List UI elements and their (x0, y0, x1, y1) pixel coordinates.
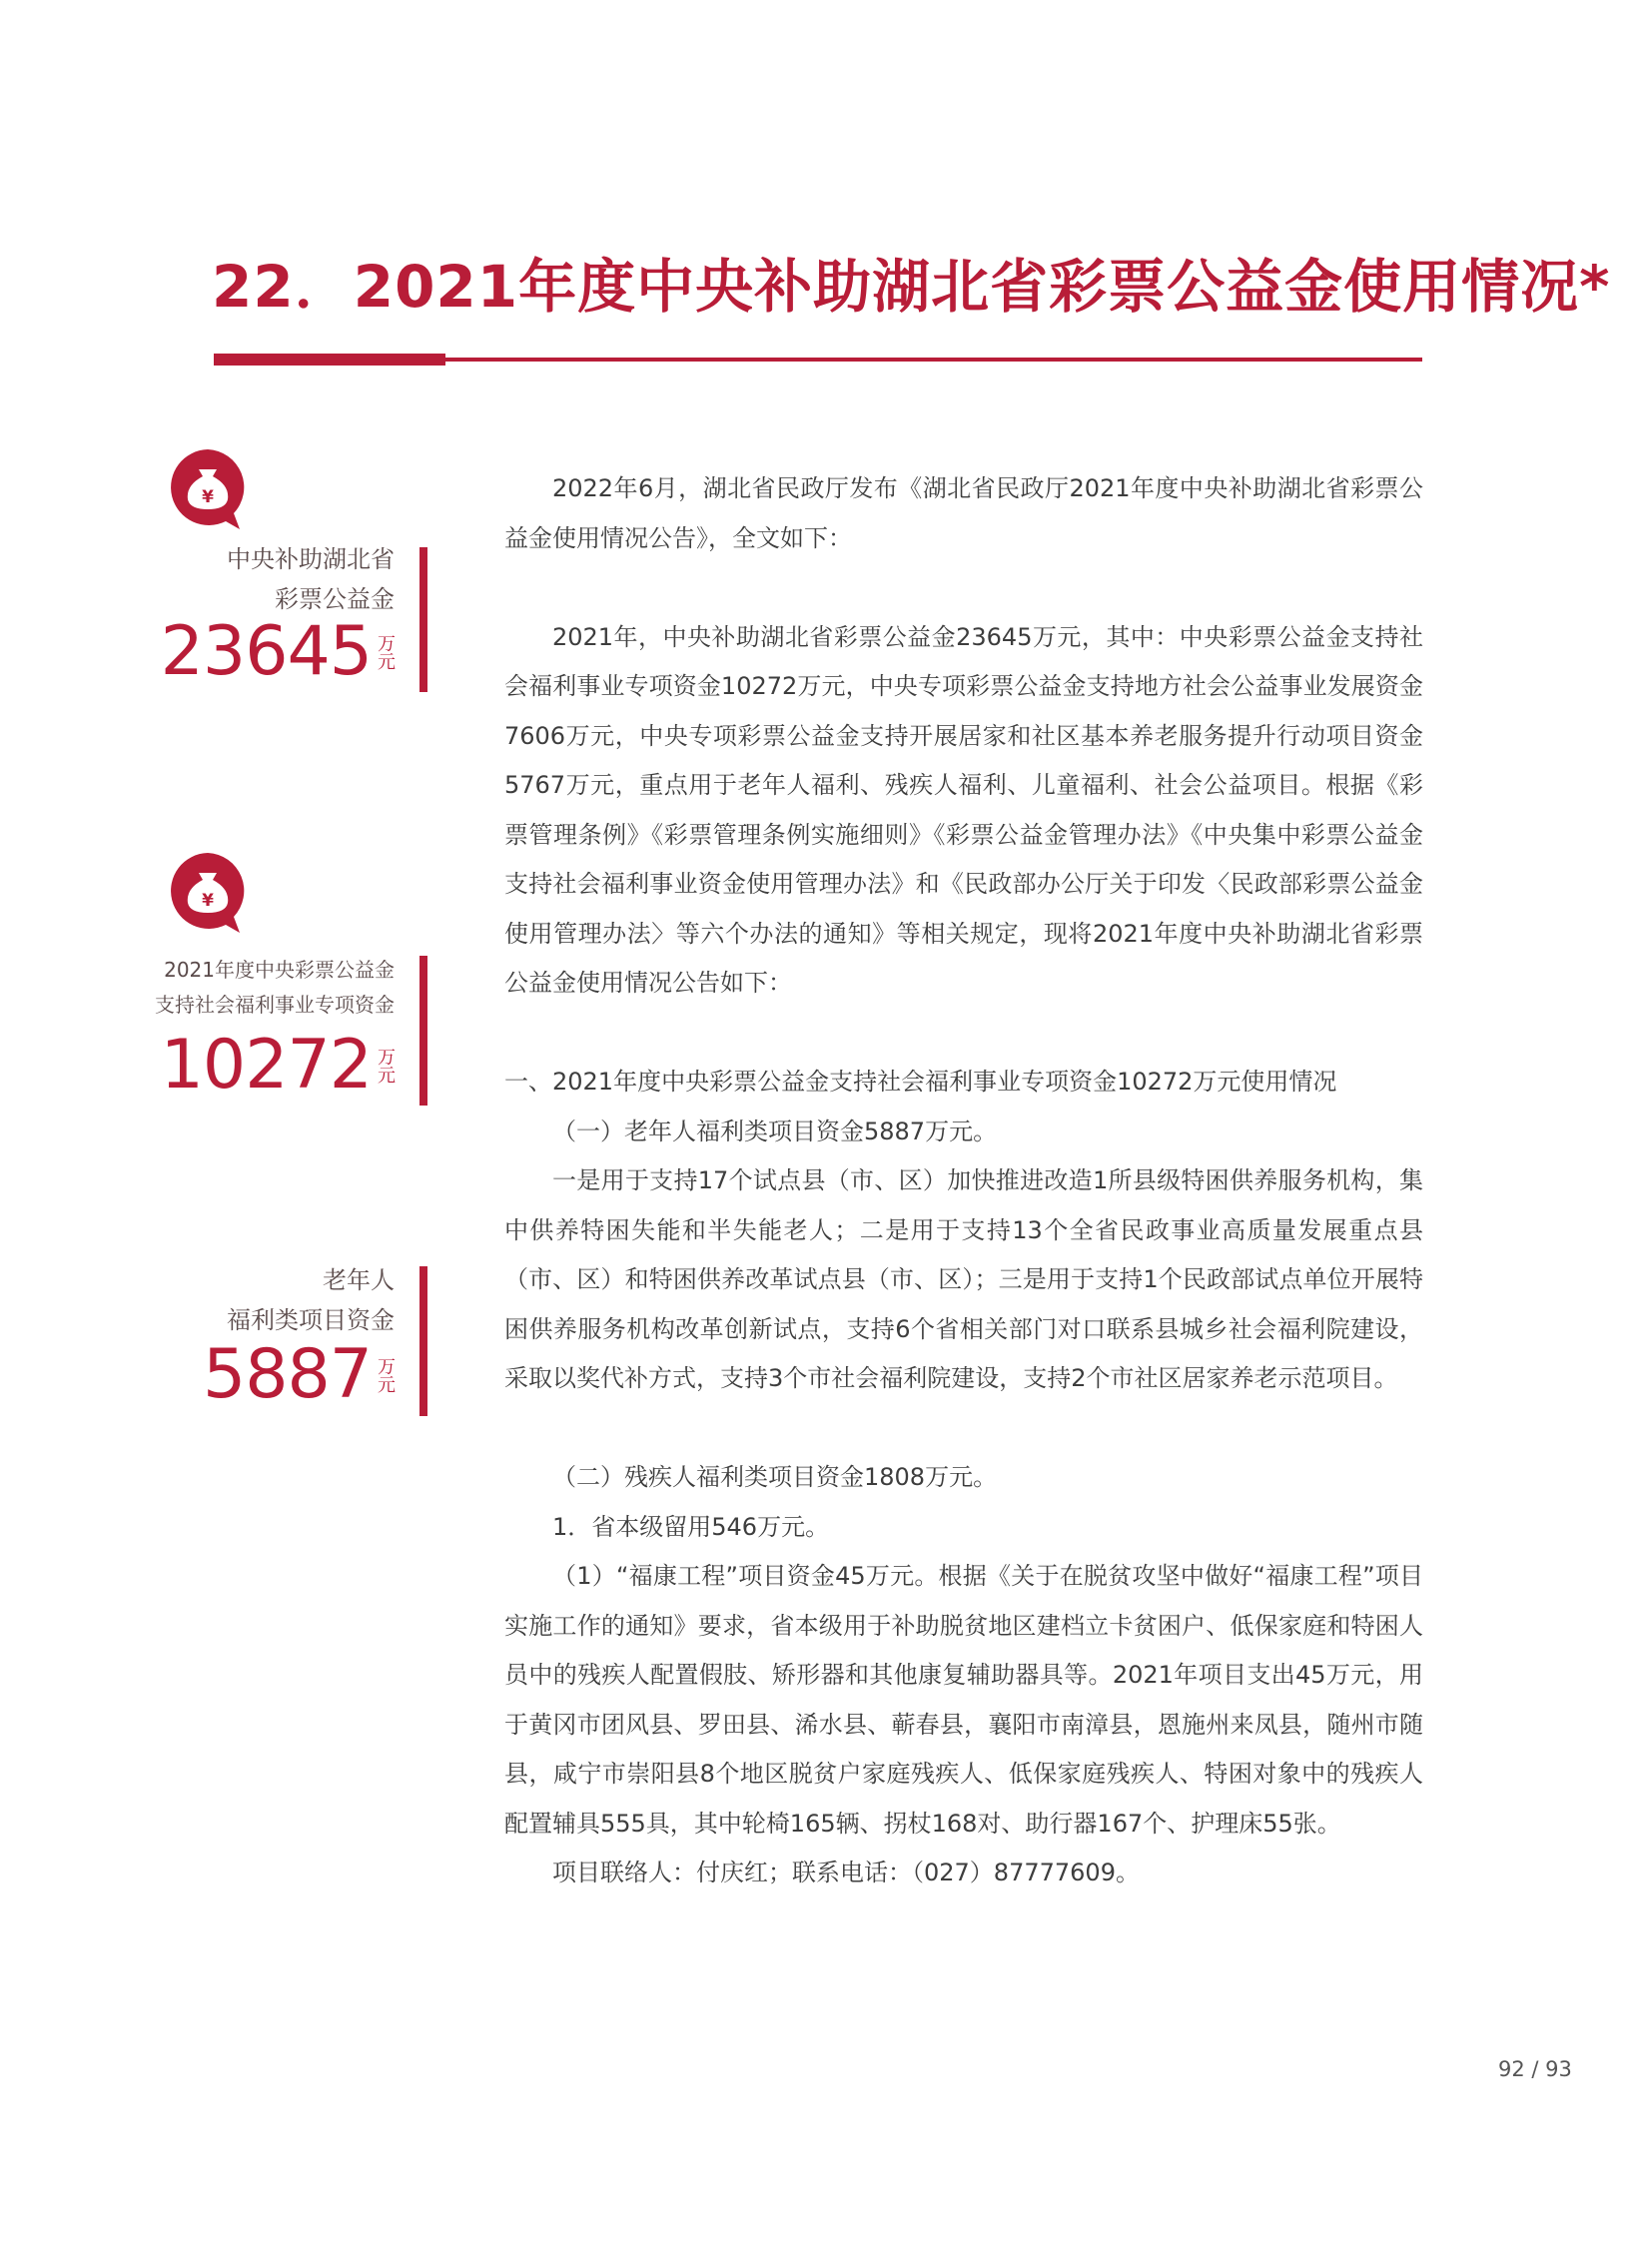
paragraph: 1．省本级留用546万元。 (552, 1512, 830, 1541)
subsection-heading: （二）残疾人福利类项目资金1808万元。 (552, 1463, 998, 1491)
page-title: 22．2021年度中央补助湖北省彩票公益金使用情况* (212, 253, 1611, 321)
stat-elderly-fund (140, 1260, 429, 1420)
paragraph: 2021年，中央补助湖北省彩票公益金23645万元，其中：中央彩票公益金支持社会福利事业专项资金10272万元，中央专项彩票公益金支持地方社会公益事业发展资金7606万元，中央专项彩票公益金支持开展居家和社区基本养老服务提升行动项目资金5767万元，重点用于老年人福利、残疾人福利、儿童福利、社会公益项目。根据《彩票管理条例》《彩票管理条例实施细则》《彩票公益金管理办法》《中央集中彩票公益金支持社会福利事业资金使用管理办法》和《民政部办公厅关于印发〈民政部彩票公益金使用管理办法〉等六个办法的通知》等相关规定，现将2021年度中央补助湖北省彩票公益金使用情况公告如下： (504, 622, 1423, 997)
stat-value: 5887 万元 (202, 1335, 396, 1414)
paragraph: 一是用于支持17个试点县（市、区）加快推进改造1所县级特困供养服务机构，集中供养特困失能和半失能老人；二是用于支持13个全省民政事业高质量发展重点县（市、区）和特困供养改革试点县（市、区）；三是用于支持1个民政部试点单位开展特困供养服务机构改革创新试点，支持6个省相关部门对口联系县城乡社会福利院建设，采取以奖代补方式，支持3个市社会福利院建设，支持2个市社区居家养老示范项目。 (504, 1166, 1423, 1392)
contact-line: 项目联络人：付庆红；联系电话：（027）87777609。 (552, 1859, 1140, 1886)
stat-value: 10272 万元 (160, 1026, 396, 1105)
money-bag-yuan-icon (168, 851, 248, 935)
stat-label: 中央补助湖北省 彩票公益金 (227, 545, 395, 613)
stat-welfare-fund (140, 851, 429, 1106)
paragraph: （1）“福康工程”项目资金45万元。根据《关于在脱贫攻坚中做好“福康工程”项目实施工作的通知》要求，省本级用于补助脱贫地区建档立卡贫困户、低保家庭和特困人员中的残疾人配置假肢、矫形器和其他康复辅助器具等。2021年项目支出45万元，用于黄冈市团风县、罗田县、浠水县、蕲春县，襄阳市南漳县，恩施州来凤县，随州市随县，咸宁市崇阳县8个地区脱贫户家庭残疾人、低保家庭残疾人、特困对象中的残疾人配置辅具555具，其中轮椅165辆、拐杖168对、助行器167个、护理床55张。 (504, 1562, 1423, 1838)
stat-unit: 万元 (375, 1048, 396, 1084)
stat-label: 老年人 福利类项目资金 (227, 1266, 395, 1334)
article-body (504, 464, 1423, 1898)
title-underline-accent (214, 354, 445, 366)
svg-text:¥: ¥ (202, 891, 214, 911)
page-number: 92 / 93 (1498, 2057, 1572, 2081)
subsection-heading: （一）老年人福利类项目资金5887万元。 (552, 1117, 998, 1145)
paragraph: 2022年6月，湖北省民政厅发布《湖北省民政厅2021年度中央补助湖北省彩票公益金使用情况公告》，全文如下： (504, 474, 1423, 552)
section-heading: 一、2021年度中央彩票公益金支持社会福利事业专项资金10272万元使用情况 (504, 1068, 1337, 1096)
stat-unit: 万元 (375, 634, 396, 670)
stat-value: 23645 万元 (160, 612, 396, 691)
money-bag-yuan-icon (168, 447, 248, 531)
stat-accent-bar (419, 547, 427, 692)
stat-unit: 万元 (375, 1357, 396, 1393)
stat-accent-bar (419, 956, 427, 1106)
stat-label: 2021年度中央彩票公益金 支持社会福利事业专项资金 (155, 958, 395, 1017)
stat-accent-bar (419, 1266, 427, 1416)
svg-text:¥: ¥ (202, 487, 214, 507)
stat-central-subsidy (140, 447, 429, 692)
